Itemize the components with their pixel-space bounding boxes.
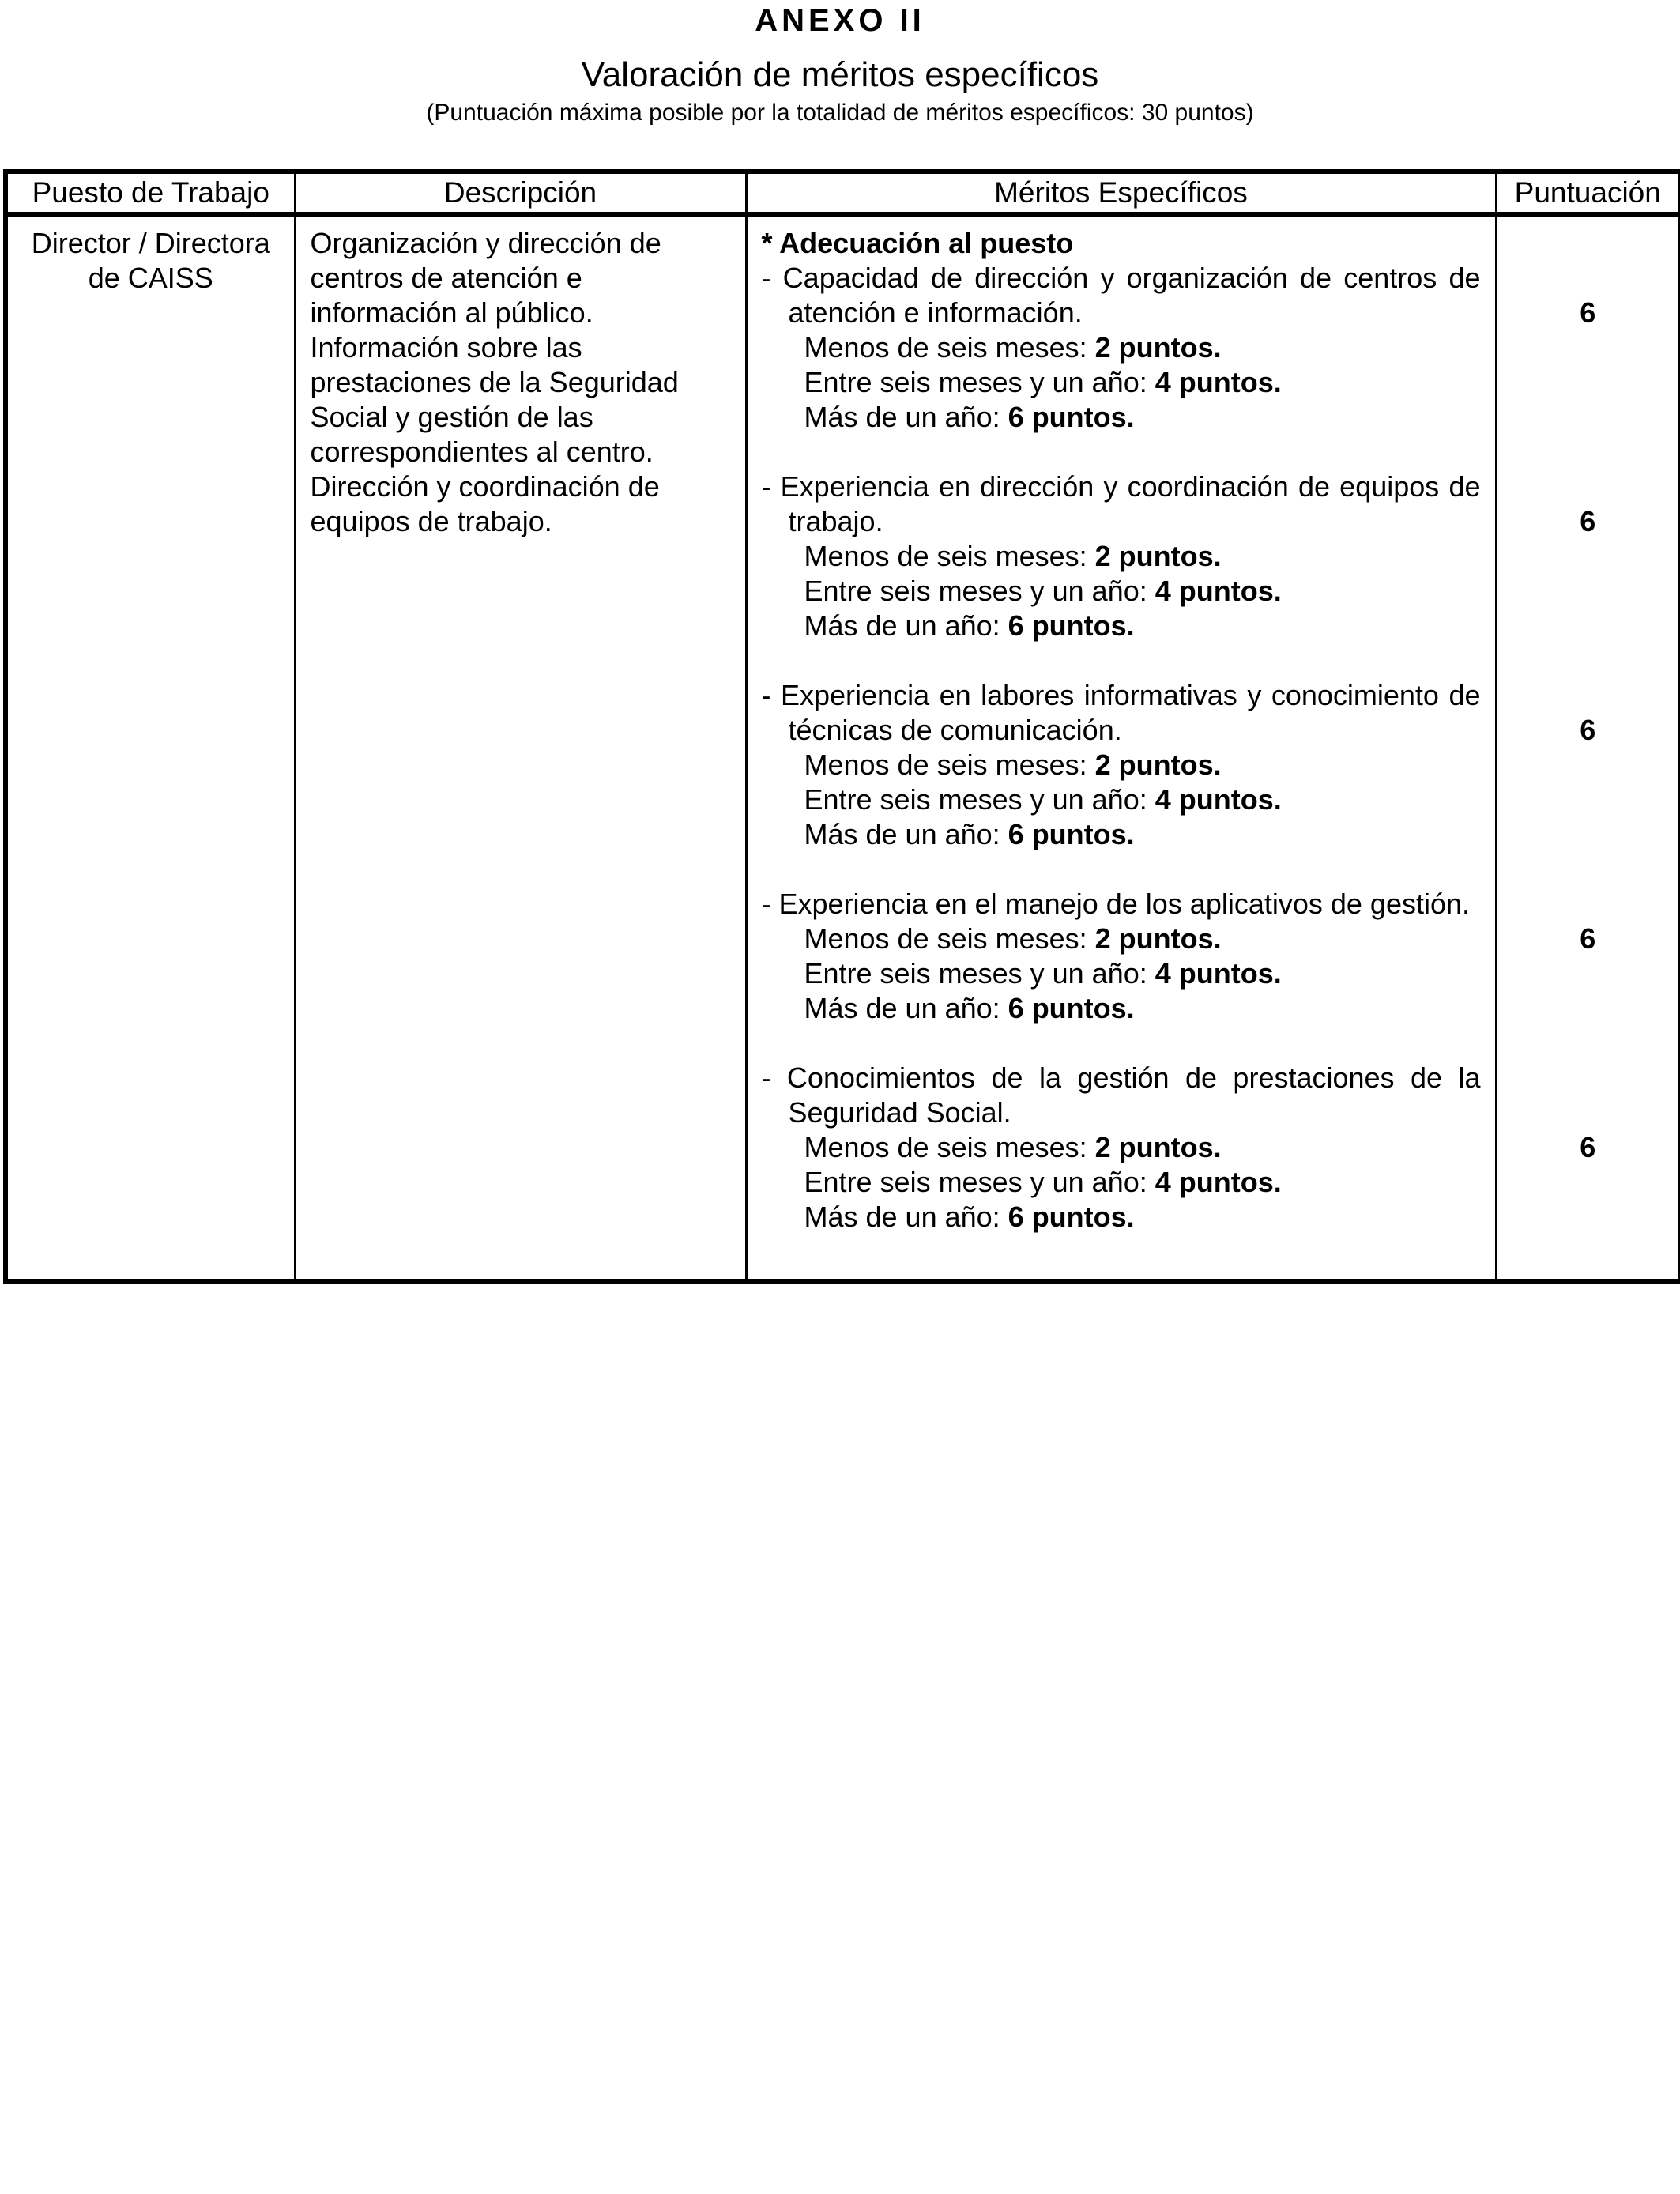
scale-points: 4 puntos.	[1155, 575, 1282, 607]
column-header-meritos: Méritos Específicos	[746, 172, 1496, 214]
merit-item	[762, 469, 1481, 643]
merits-cell	[746, 214, 1496, 1281]
merits-table	[3, 169, 1680, 1284]
merit-title: - Conocimientos de la gestión de prestaciones de la Seguridad Social.	[761, 1061, 1481, 1129]
column-header-puntuacion: Puntuación	[1496, 172, 1680, 214]
scale-label: Más de un año:	[804, 818, 1008, 850]
scale-points: 6 puntos.	[1008, 401, 1135, 433]
scale-label: Más de un año:	[804, 401, 1008, 433]
scale-label: Menos de seis meses:	[804, 540, 1095, 572]
merit-scale-line	[762, 330, 1481, 365]
score-slot	[1512, 435, 1665, 643]
scale-label: Menos de seis meses:	[804, 748, 1095, 781]
score-value: 6	[1580, 922, 1596, 955]
scale-label: Entre seis meses y un año:	[804, 783, 1155, 816]
merit-scale-line	[762, 956, 1481, 991]
scale-points: 4 puntos.	[1155, 1166, 1282, 1198]
merit-scale-line	[762, 991, 1481, 1026]
merit-scale-line	[762, 609, 1481, 643]
merit-scale-line	[762, 574, 1481, 609]
merit-scale-line	[762, 1200, 1481, 1235]
score-cell	[1496, 214, 1680, 1281]
scale-points: 6 puntos.	[1008, 609, 1135, 642]
scale-label: Menos de seis meses:	[804, 331, 1095, 364]
score-slot	[1512, 1061, 1665, 1269]
merit-item	[762, 261, 1481, 435]
description-cell: Organización y dirección de centros de atención e información al público. Información sobre las prestaciones de la Seguridad Social y gestión de las correspondientes al centro. Dirección y coordinación de equipos de trabajo.	[295, 214, 746, 1281]
score-value: 6	[1580, 505, 1596, 537]
merit-item	[762, 1061, 1481, 1235]
merit-scale-line	[762, 400, 1481, 435]
merit-item	[762, 887, 1481, 1026]
table-row	[6, 214, 1680, 1281]
document-subtitle: (Puntuación máxima posible por la totalidad de méritos específicos: 30 puntos)	[426, 100, 1254, 126]
merit-title: - Capacidad de dirección y organización de centros de atención e información.	[761, 262, 1481, 329]
scale-label: Entre seis meses y un año:	[804, 957, 1155, 990]
scale-label: Entre seis meses y un año:	[804, 575, 1155, 607]
scale-points: 2 puntos.	[1094, 1131, 1222, 1163]
merit-scale-line	[762, 817, 1481, 852]
score-value: 6	[1580, 296, 1596, 329]
merit-item	[762, 678, 1481, 852]
scale-points: 6 puntos.	[1008, 818, 1135, 850]
scale-points: 4 puntos.	[1155, 957, 1282, 990]
column-header-descripcion: Descripción	[295, 172, 746, 214]
merit-title: - Experiencia en dirección y coordinación de equipos de trabajo.	[761, 470, 1481, 537]
scale-label: Más de un año:	[804, 1201, 1008, 1233]
annex-heading: ANEXO II	[755, 3, 925, 38]
document-title: Valoración de méritos específicos	[581, 55, 1099, 94]
score-slot	[1512, 852, 1665, 1061]
scale-points: 6 puntos.	[1008, 1201, 1135, 1233]
merit-scale-line	[762, 922, 1481, 956]
merit-title: - Experiencia en labores informativas y conocimiento de técnicas de comunicación.	[761, 679, 1481, 746]
table-header-row	[6, 172, 1680, 214]
scale-points: 2 puntos.	[1094, 331, 1222, 364]
column-header-puesto: Puesto de Trabajo	[6, 172, 295, 214]
scale-points: 6 puntos.	[1008, 992, 1135, 1024]
merit-scale-line	[762, 1130, 1481, 1165]
merit-title: - Experiencia en el manejo de los aplicativos de gestión.	[761, 888, 1471, 920]
score-slot	[1512, 643, 1665, 852]
merit-scale-line	[762, 539, 1481, 574]
merits-section-title: * Adecuación al puesto	[761, 227, 1074, 259]
job-position-cell: Director / Directora de CAISS	[6, 214, 295, 1281]
score-slot	[1512, 226, 1665, 435]
merit-scale-line	[762, 1165, 1481, 1200]
scale-points: 2 puntos.	[1094, 748, 1222, 781]
scale-label: Más de un año:	[804, 609, 1008, 642]
scale-points: 2 puntos.	[1094, 922, 1222, 955]
merit-scale-line	[762, 782, 1481, 817]
scale-points: 4 puntos.	[1155, 783, 1282, 816]
scale-label: Más de un año:	[804, 992, 1008, 1024]
merit-scale-line	[762, 365, 1481, 400]
score-value: 6	[1580, 714, 1596, 746]
score-value: 6	[1580, 1131, 1596, 1163]
scale-label: Entre seis meses y un año:	[804, 1166, 1155, 1198]
scale-points: 4 puntos.	[1155, 366, 1282, 398]
scale-label: Entre seis meses y un año:	[804, 366, 1155, 398]
merit-list	[762, 261, 1481, 1235]
scale-label: Menos de seis meses:	[804, 922, 1095, 955]
merit-scale-line	[762, 748, 1481, 782]
scale-label: Menos de seis meses:	[804, 1131, 1095, 1163]
scale-points: 2 puntos.	[1094, 540, 1222, 572]
score-list	[1512, 226, 1665, 1269]
